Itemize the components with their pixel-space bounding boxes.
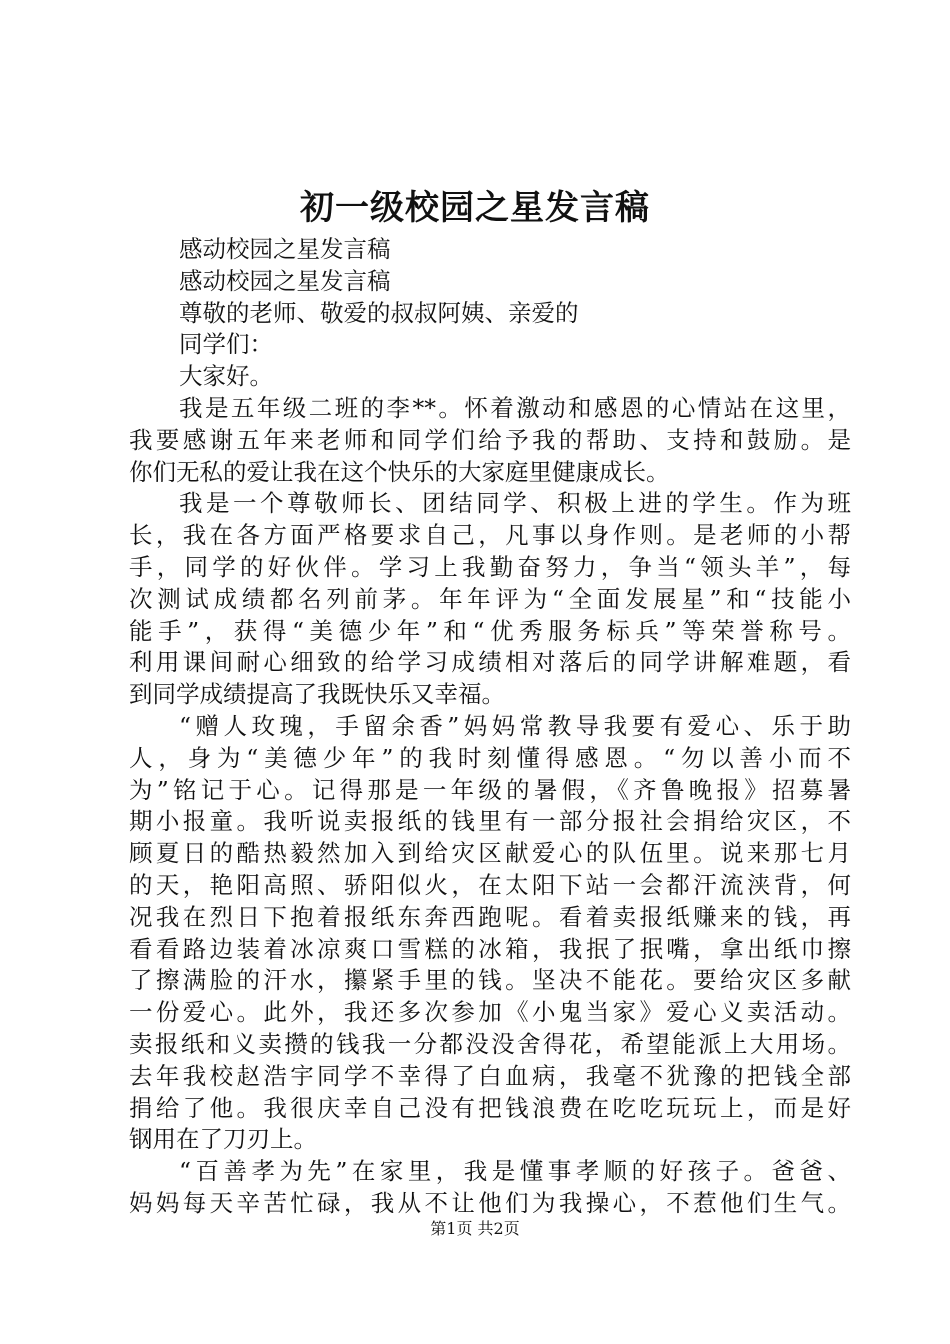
document-title: 初一级校园之星发言稿 xyxy=(300,188,650,228)
text-line: 我是五年级二班的李**。怀着激动和感恩的心情站在这里， xyxy=(179,393,851,422)
text-line: 看看路边装着冰凉爽口雪糕的冰箱，我抿了抿嘴，拿出纸巾擦 xyxy=(129,934,851,963)
text-line: 况我在烈日下抱着报纸东奔西跑呢。看着卖报纸赚来的钱，再 xyxy=(129,902,851,931)
text-line: 一份爱心。此外，我还多次参加《小鬼当家》爱心义卖活动。 xyxy=(129,998,851,1027)
text-line: 大家好。 xyxy=(179,362,273,391)
text-line: 感动校园之星发言稿 xyxy=(179,266,391,295)
text-line: 能手”，获得“美德少年”和“优秀服务标兵”等荣誉称号。 xyxy=(129,616,851,645)
document-body xyxy=(129,234,851,1220)
text-line: 的天，艳阳高照、骄阳似火，在太阳下站一会都汗流浃背，何 xyxy=(129,870,851,899)
text-line: 顾夏日的酷热毅然加入到给灾区献爱心的队伍里。说来那七月 xyxy=(129,839,851,868)
text-line: “赠人玫瑰，手留余香”妈妈常教导我要有爱心、乐于助 xyxy=(179,711,851,740)
text-line: 期小报童。我听说卖报纸的钱里有一部分报社会捐给灾区，不 xyxy=(129,807,851,836)
text-line: 捐给了他。我很庆幸自己没有把钱浪费在吃吃玩玩上，而是好 xyxy=(129,1093,851,1122)
text-line: 你们无私的爱让我在这个快乐的大家庭里健康成长。 xyxy=(129,457,670,486)
text-line: 到同学成绩提高了我既快乐又幸福。 xyxy=(129,680,505,709)
text-line: 尊敬的老师、敬爱的叔叔阿姨、亲爱的 xyxy=(179,298,579,327)
text-line: 利用课间耐心细致的给学习成绩相对落后的同学讲解难题，看 xyxy=(129,648,851,677)
text-line: 手，同学的好伙伴。学习上我勤奋努力，争当“领头羊”，每 xyxy=(129,552,851,581)
text-line: 为”铭记于心。记得那是一年级的暑假，《齐鲁晚报》招募暑 xyxy=(129,775,851,804)
text-line: “百善孝为先”在家里，我是懂事孝顺的好孩子。爸爸、 xyxy=(179,1157,851,1186)
text-line: 钢用在了刀刃上。 xyxy=(129,1125,317,1154)
text-line: 了擦满脸的汗水，攥紧手里的钱。坚决不能花。要给灾区多献 xyxy=(129,966,851,995)
text-line: 卖报纸和义卖攒的钱我一分都没没舍得花，希望能派上大用场。 xyxy=(129,1029,851,1058)
text-line: 长，我在各方面严格要求自己，凡事以身作则。是老师的小帮 xyxy=(129,521,851,550)
text-line: 同学们： xyxy=(179,330,273,359)
text-line: 次测试成绩都名列前茅。年年评为“全面发展星”和“技能小 xyxy=(129,584,851,613)
page-footer: 第1页 共2页 xyxy=(430,1219,520,1238)
text-line: 我是一个尊敬师长、团结同学、积极上进的学生。作为班 xyxy=(179,489,851,518)
text-line: 去年我校赵浩宇同学不幸得了白血病，我毫不犹豫的把钱全部 xyxy=(129,1061,851,1090)
text-line: 我要感谢五年来老师和同学们给予我的帮助、支持和鼓励。是 xyxy=(129,425,851,454)
text-line: 感动校园之星发言稿 xyxy=(179,235,391,263)
text-line: 妈妈每天辛苦忙碌，我从不让他们为我操心，不惹他们生气。 xyxy=(129,1188,851,1217)
text-line: 人，身为“美德少年”的我时刻懂得感恩。“勿以善小而不 xyxy=(129,743,851,772)
